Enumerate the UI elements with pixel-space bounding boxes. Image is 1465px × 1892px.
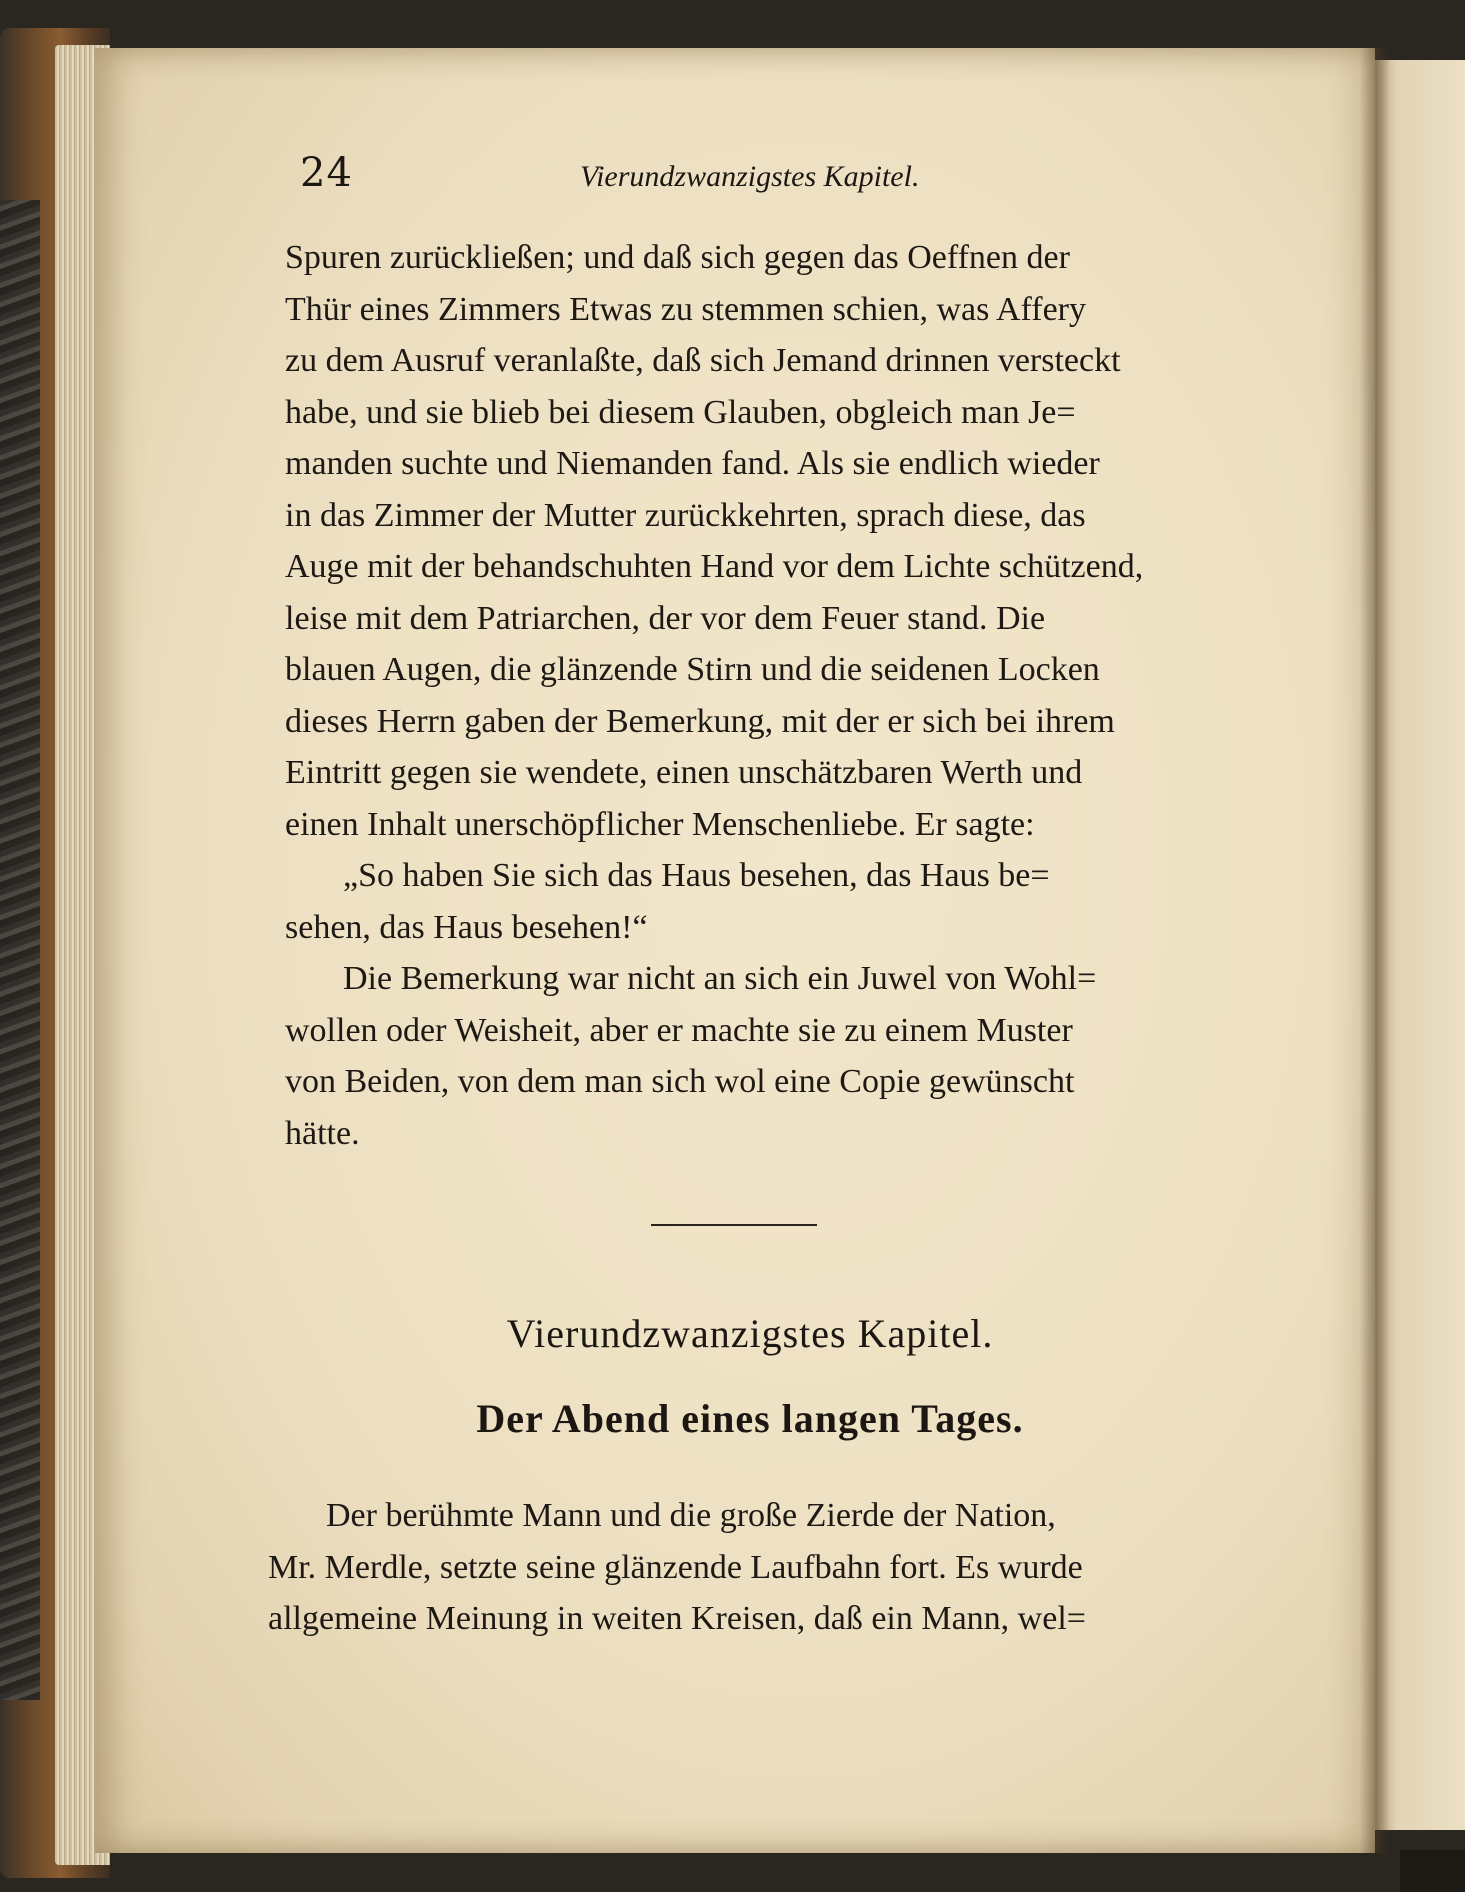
book-gutter	[1360, 48, 1390, 1853]
text-line: allgemeine Meinung in weiten Kreisen, daß ein Mann, wel=	[268, 1600, 1086, 1637]
text-line: manden suchte und Niemanden fand. Als sie endlich wieder	[285, 445, 1100, 482]
text-line: wollen oder Weisheit, aber er machte sie zu einem Muster	[285, 1011, 1073, 1049]
text-line: Mr. Merdle, setzte seine glänzende Laufbahn fort. Es wurde	[268, 1548, 1083, 1586]
paragraph	[285, 850, 1215, 953]
text-line: sehen, das Haus besehen!“	[285, 908, 648, 946]
body-text	[285, 232, 1215, 1159]
chapter-body-text	[268, 1490, 1193, 1645]
text-line: blauen Augen, die glänzende Stirn und die seidenen Locken	[285, 651, 1100, 688]
text-line: Auge mit der behandschuhten Hand vor dem Lichte schützend,	[285, 548, 1144, 585]
text-line: von Beiden, von dem man sich wol eine Copie gewünscht	[285, 1063, 1075, 1100]
paragraph	[285, 232, 1215, 850]
text-line: habe, und sie blieb bei diesem Glauben, obgleich man Je=	[285, 393, 1076, 431]
chapter-subtitle: Der Abend eines langen Tages.	[476, 1396, 1024, 1441]
running-head: Vierundzwanzigstes Kapitel.	[580, 160, 920, 193]
page-header	[300, 150, 1300, 210]
text-line: zu dem Ausruf veranlaßte, daß sich Jemand drinnen versteckt	[285, 342, 1121, 379]
text-line: Thür eines Zimmers Etwas zu stemmen schien, was Affery	[285, 290, 1086, 328]
text-line: in das Zimmer der Mutter zurückkehrten, sprach diese, das	[285, 496, 1086, 534]
paragraph	[268, 1490, 1193, 1645]
page-number: 24	[300, 150, 353, 196]
text-line: dieses Herrn gaben der Bemerkung, mit der er sich bei ihrem	[285, 702, 1115, 740]
section-divider	[651, 1224, 817, 1226]
scan-corner	[1400, 1850, 1465, 1892]
cover-marbled-paper	[0, 200, 40, 1700]
paragraph	[285, 953, 1215, 1159]
text-line: Eintritt gegen sie wendete, einen unschätzbaren Werth und	[285, 754, 1083, 791]
text-line: Der berühmte Mann und die große Zierde der Nation,	[326, 1497, 1056, 1534]
text-line: hätte.	[285, 1114, 360, 1152]
text-line: Die Bemerkung war nicht an sich ein Juwel von Wohl=	[343, 960, 1097, 997]
text-line: einen Inhalt unerschöpflicher Menschenliebe. Er sagte:	[285, 805, 1035, 843]
text-line: „So haben Sie sich das Haus besehen, das Haus be=	[343, 857, 1050, 894]
text-line: Spuren zurückließen; und daß sich gegen das Oeffnen der	[285, 239, 1070, 276]
chapter-title: Vierundzwanzigstes Kapitel.	[506, 1311, 994, 1356]
text-line: leise mit dem Patriarchen, der vor dem Feuer stand. Die	[285, 599, 1046, 637]
